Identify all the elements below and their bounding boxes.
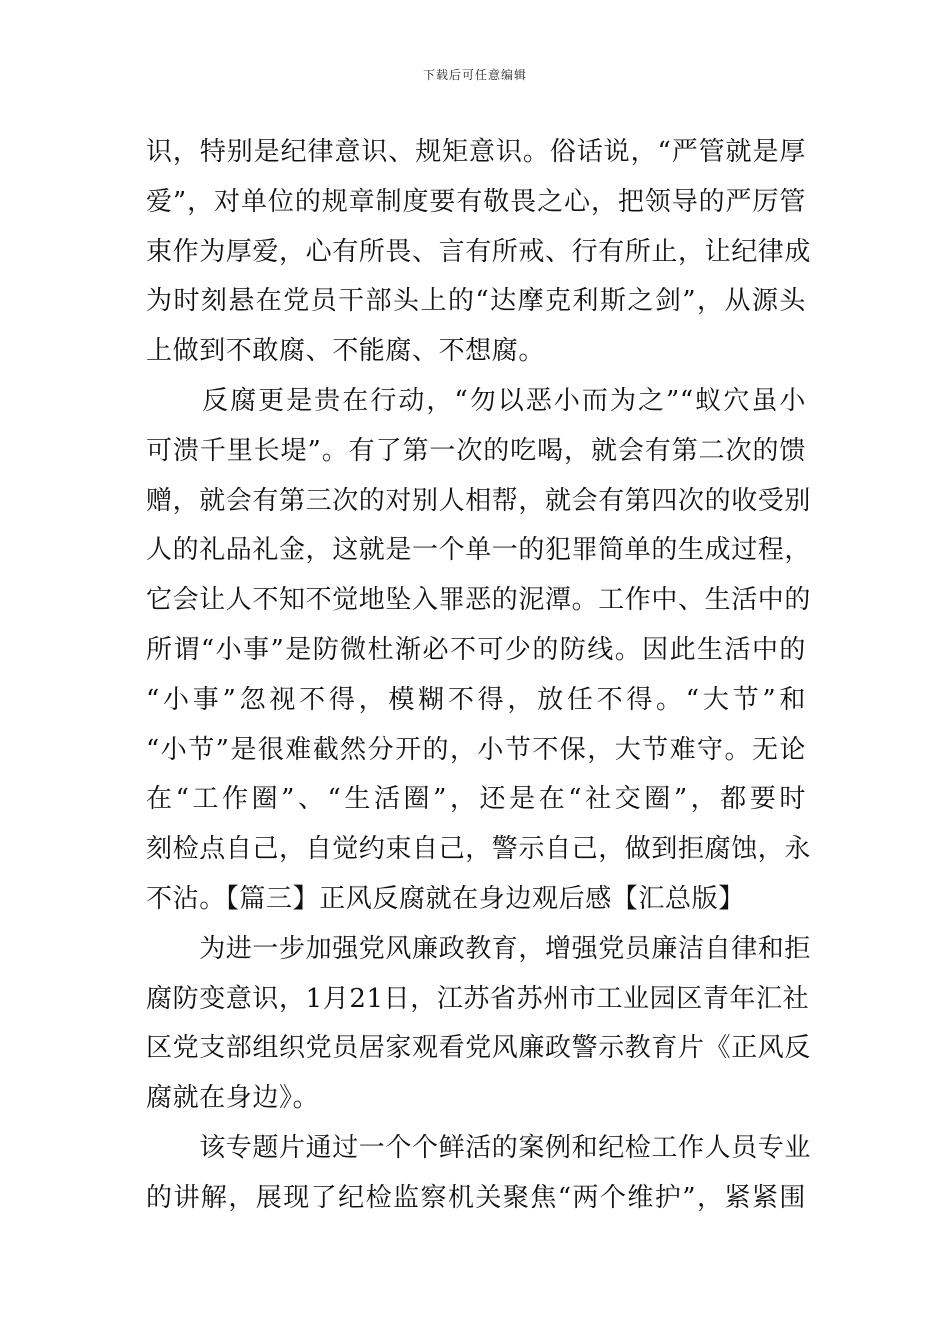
text-line: 为进一步加强党风廉政教育，增强党员廉洁自律和拒 <box>146 933 812 964</box>
text-line: 不沾。【篇三】正风反腐就在身边观后感【汇总版】 <box>146 883 745 914</box>
text-line: 上做到不敢腐、不能腐、不想腐。 <box>146 336 546 367</box>
text-line: 反腐更是贵在行动，“勿以恶小而为之”“蚁穴虽小 <box>146 385 806 416</box>
text-line: 赠，就会有第三次的对别人相帮，就会有第四次的收受别 <box>146 485 812 516</box>
paragraph-1 <box>146 128 812 377</box>
text-line: 区党支部组织党员居家观看党风廉政警示教育片《正风反 <box>146 1033 812 1064</box>
text-line: 在“工作圈”、“生活圈”，还是在“社交圈”，都要时 <box>146 784 806 815</box>
text-line: 刻检点自己，自觉约束自己，警示自己，做到拒腐蚀，永 <box>146 834 812 865</box>
paragraph-3 <box>146 925 812 1124</box>
text-line: “小节”是很难截然分开的，小节不保，大节难守。无论 <box>146 734 806 765</box>
text-line: 该专题片通过一个个鲜活的案例和纪检工作人员专业 <box>146 1132 812 1163</box>
text-line: 可溃千里长堤”。有了第一次的吃喝，就会有第二次的馈 <box>146 435 806 466</box>
document-body <box>146 128 812 1224</box>
paragraph-2 <box>146 377 812 925</box>
text-line: 束作为厚爱，心有所畏、言有所戒、行有所止，让纪律成 <box>146 236 812 267</box>
text-line: 所谓“小事”是防微杜渐必不可少的防线。因此生活中的 <box>146 634 806 665</box>
text-line: 它会让人不知不觉地坠入罪恶的泥潭。工作中、生活中的 <box>146 585 812 616</box>
text-line: 腐就在身边》。 <box>146 1083 320 1114</box>
page-header: 下载后可任意编辑 <box>422 68 527 82</box>
text-line: 识，特别是纪律意识、规矩意识。俗话说，“严管就是厚 <box>146 137 806 167</box>
text-line: 的讲解，展现了纪检监察机关聚焦“两个维护”，紧紧围 <box>146 1182 806 1213</box>
text-line: 人的礼品礼金，这就是一个单一的犯罪简单的生成过程， <box>146 535 812 566</box>
paragraph-4 <box>146 1124 812 1224</box>
text-line: 腐防变意识，1月21日，江苏省苏州市工业园区青年汇社 <box>146 983 810 1014</box>
text-line: 爱”，对单位的规章制度要有敬畏之心，把领导的严厉管 <box>146 186 806 217</box>
text-line: 为时刻悬在党员干部头上的“达摩克利斯之剑”，从源头 <box>146 286 806 317</box>
text-line: “小事”忽视不得，模糊不得，放任不得。“大节”和 <box>146 684 806 715</box>
